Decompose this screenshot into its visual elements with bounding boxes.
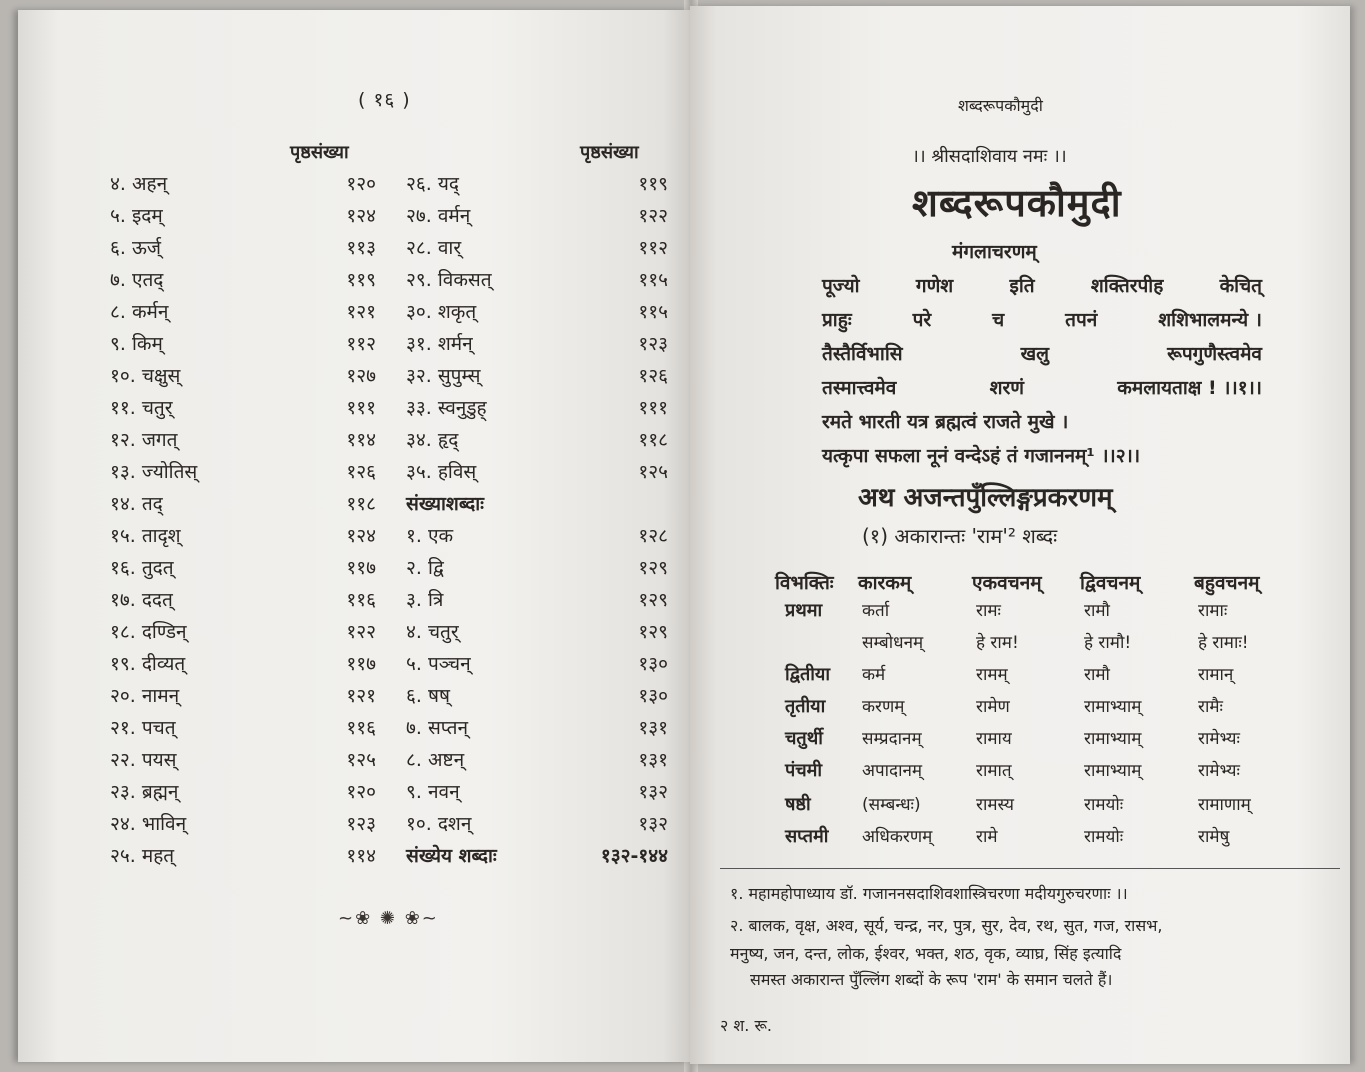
mangalacharanam-heading: मंगलाचरणम्: [952, 241, 1037, 263]
index-entry: [406, 746, 668, 776]
subsection-title: (१) अकारान्तः 'राम'² शब्दः: [862, 524, 1058, 548]
index-page-number: ११७: [346, 557, 376, 579]
verse-line: [822, 442, 1262, 468]
verse-word: तैस्तैर्विभासि: [822, 343, 903, 365]
index-page-number: ११२: [346, 333, 376, 355]
index-page-number: १२०: [346, 173, 376, 195]
index-page-number: १२६: [346, 461, 376, 483]
index-entry: [406, 330, 668, 360]
verse-word: शरणं: [989, 377, 1025, 399]
table-case-cell: षष्ठी: [785, 794, 811, 815]
index-word: ३०. शकृत्: [406, 301, 477, 323]
invocation: ।। श्रीसदाशिवाय नमः ।।: [912, 146, 1067, 167]
index-word: संख्येय शब्दाः: [406, 845, 497, 867]
index-entry: [110, 618, 376, 648]
table-case-cell: चतुर्थी: [785, 728, 823, 749]
index-entry: [406, 618, 668, 648]
table-cell: रामे: [976, 827, 998, 847]
table-case-cell: सप्तमी: [785, 826, 829, 847]
index-page-number: ११९: [638, 173, 668, 195]
index-word: ५. इदम्: [110, 205, 163, 227]
table-cell: रामौ: [1084, 601, 1110, 621]
index-entry: [110, 682, 376, 712]
index-word: ८. अष्टन्: [406, 749, 465, 771]
index-page-number: १२१: [346, 301, 376, 323]
index-word: ३२. सुपुम्स्: [406, 365, 481, 387]
index-entry: [406, 202, 668, 232]
index-word: ९. नवन्: [406, 781, 460, 803]
index-page-number: १३०: [638, 685, 668, 707]
footnote-1: १. महामहोपाध्याय डॉ. गजाननसदाशिवशास्त्रिचरणा मदीयगुरुचरणाः ।।: [730, 884, 1128, 903]
table-header-cell: विभक्तिः: [775, 572, 834, 594]
index-word: १४. तद्: [110, 493, 163, 515]
index-page-number: ११३: [346, 237, 376, 259]
table-cell: करणम्: [862, 697, 905, 717]
table-cell: अपादानम्: [862, 761, 923, 781]
index-page-number: १३०: [638, 653, 668, 675]
index-entry: [406, 810, 668, 840]
index-entry: [406, 298, 668, 328]
index-word: ३४. हृद्: [406, 429, 459, 451]
verse-word: इति: [1009, 275, 1035, 297]
column-heading-right: पृष्ठसंख्या: [580, 142, 639, 163]
index-page-number: १२५: [638, 461, 668, 483]
column-heading-left: पृष्ठसंख्या: [290, 142, 349, 163]
table-cell: (सम्बन्धः): [862, 795, 921, 815]
index-entry: [110, 778, 376, 808]
index-word: ७. एतद्: [110, 269, 164, 291]
index-word: ९. किम्: [110, 333, 163, 355]
index-word: ३३. स्वनुडुह्: [406, 397, 487, 419]
verse-word: केचित्: [1219, 275, 1262, 297]
index-entry: [406, 458, 668, 488]
index-page-number: १२८: [638, 525, 668, 547]
table-cell: रामेभ्यः: [1198, 761, 1240, 781]
index-entry: [110, 586, 376, 616]
page-number: ( १६ ): [358, 89, 411, 111]
table-cell: रामयोः: [1084, 795, 1124, 815]
index-word: ५. पञ्चन्: [406, 653, 471, 675]
verse-word: रूपगुणैस्त्वमेव: [1167, 343, 1262, 365]
footnote-2-line-1: २. बालक, वृक्ष, अश्व, सूर्य, चन्द्र, नर, पुत्र, सुर, देव, रथ, सुत, गज, रासभ,: [730, 916, 1163, 935]
index-entry: [406, 682, 668, 712]
index-word: ७. सप्तन्: [406, 717, 469, 739]
index-entry: [110, 746, 376, 776]
verse-word: यत्कृपा सफला नूनं वन्देऽहं तं गजाननम्¹ ।।२।।: [822, 445, 1141, 467]
index-entry: [110, 554, 376, 584]
verse-word: खलु: [1020, 343, 1050, 365]
index-page-number: १२५: [346, 749, 376, 771]
index-entry: [406, 714, 668, 744]
index-page-number: १२७: [346, 365, 376, 387]
index-word: १६. तुदत्: [110, 557, 174, 579]
index-page-number: १३१: [638, 717, 668, 739]
index-page-number: ११४: [346, 845, 376, 867]
verse-line: [822, 340, 1262, 366]
index-entry: [406, 266, 668, 296]
table-cell: रामाभ्याम्: [1084, 729, 1142, 749]
table-cell: सम्बोधनम्: [862, 633, 924, 653]
table-cell: कर्म: [862, 665, 886, 685]
table-cell: हे राम!: [976, 633, 1019, 653]
index-entry: [406, 778, 668, 808]
index-page-number: १२२: [346, 621, 376, 643]
table-cell: रामस्य: [976, 795, 1014, 815]
index-page-number: १२९: [638, 589, 668, 611]
table-cell: रामेण: [976, 697, 1010, 717]
index-page-number: १३२: [638, 813, 668, 835]
index-page-number: ११८: [346, 493, 376, 515]
index-word: २७. वर्मन्: [406, 205, 471, 227]
index-page-number: ११२: [638, 237, 668, 259]
index-entry: [110, 490, 376, 520]
table-cell: रामयोः: [1084, 827, 1124, 847]
index-entry: [406, 234, 668, 264]
index-page-number: १११: [346, 397, 376, 419]
verse-word: शशिभालमन्ये ।: [1158, 309, 1262, 331]
index-word: ३५. हविस्: [406, 461, 477, 483]
index-word: १०. दशन्: [406, 813, 472, 835]
table-case-cell: प्रथमा: [785, 600, 823, 621]
right-page: [690, 6, 1350, 1064]
table-cell: रामम्: [976, 665, 1008, 685]
index-entry: [110, 394, 376, 424]
index-page-number: १३१: [638, 749, 668, 771]
index-entry: [406, 394, 668, 424]
index-word: १७. ददत्: [110, 589, 173, 611]
table-case-cell: तृतीया: [785, 696, 826, 717]
index-entry: [110, 458, 376, 488]
index-entry: [110, 330, 376, 360]
index-entry: [406, 842, 668, 872]
index-word: २६. यद्: [406, 173, 459, 195]
left-page: [18, 10, 690, 1062]
index-word: १५. तादृश्: [110, 525, 181, 547]
table-case-cell: पंचमी: [785, 760, 823, 781]
index-entry: [406, 490, 668, 520]
index-word: १२. जगत्: [110, 429, 178, 451]
index-entry: [110, 202, 376, 232]
index-word: संख्याशब्दाः: [406, 493, 484, 515]
index-word: १०. चक्षुस्: [110, 365, 181, 387]
index-page-number: १२३: [346, 813, 376, 835]
index-entry: [110, 426, 376, 456]
index-page-number: १२६: [638, 365, 668, 387]
index-entry: [406, 170, 668, 200]
index-page-number: १२४: [346, 525, 376, 547]
index-page-number: १३२-१४४: [600, 845, 668, 867]
index-page-number: १११: [638, 397, 668, 419]
verse-word: प्राहुः: [822, 309, 852, 331]
index-page-number: ११४: [346, 429, 376, 451]
verse-word: पूज्यो: [822, 275, 860, 297]
index-word: २८. वार्: [406, 237, 462, 259]
table-cell: रामैः: [1198, 697, 1223, 717]
index-word: ११. चतुर्: [110, 397, 173, 419]
index-page-number: १३२: [638, 781, 668, 803]
index-entry: [110, 810, 376, 840]
index-page-number: १२९: [638, 621, 668, 643]
index-word: १८. दण्डिन्: [110, 621, 187, 643]
index-word: २५. महत्: [110, 845, 175, 867]
index-page-number: ११९: [346, 269, 376, 291]
index-page-number: ११५: [638, 301, 668, 323]
index-word: ६. ऊर्ज्: [110, 237, 161, 259]
table-cell: रामेषु: [1198, 827, 1230, 847]
table-cell: रामान्: [1198, 665, 1234, 685]
index-entry: [406, 650, 668, 680]
index-entry: [110, 362, 376, 392]
verse-word: च: [992, 309, 1005, 331]
index-word: ४. अहन्: [110, 173, 168, 195]
table-cell: रामौ: [1084, 665, 1110, 685]
index-word: १. एक: [406, 525, 454, 547]
index-entry: [110, 234, 376, 264]
index-entry: [406, 522, 668, 552]
table-cell: रामाः: [1198, 601, 1228, 621]
index-word: ६. षष्: [406, 685, 450, 707]
footnote-rule: [720, 868, 1340, 869]
index-entry: [406, 362, 668, 392]
index-word: २९. विकसत्: [406, 269, 492, 291]
index-entry: [406, 426, 668, 456]
index-entry: [110, 522, 376, 552]
index-page-number: ११६: [346, 717, 376, 739]
table-cell: रामाभ्याम्: [1084, 761, 1142, 781]
index-word: ४. चतुर्: [406, 621, 459, 643]
index-entry: [110, 714, 376, 744]
table-cell: अधिकरणम्: [862, 827, 933, 847]
index-page-number: १२०: [346, 781, 376, 803]
table-cell: हे रामाः!: [1198, 633, 1249, 653]
index-word: २१. पचत्: [110, 717, 176, 739]
verse-word: तपनं: [1065, 309, 1098, 331]
index-page-number: १२४: [346, 205, 376, 227]
running-header: शब्दरूपकौमुदी: [958, 96, 1043, 115]
index-entry: [406, 586, 668, 616]
index-word: २२. पयस्: [110, 749, 177, 771]
index-page-number: ११६: [346, 589, 376, 611]
table-cell: हे रामौ!: [1084, 633, 1132, 653]
index-entry: [110, 298, 376, 328]
signature-mark: २ श. रू.: [720, 1016, 772, 1035]
index-page-number: १२२: [638, 205, 668, 227]
index-page-number: ११८: [638, 429, 668, 451]
table-cell: रामः: [976, 601, 1001, 621]
index-entry: [110, 170, 376, 200]
index-word: २३. ब्रह्मन्: [110, 781, 179, 803]
index-word: ३१. शर्मन्: [406, 333, 473, 355]
table-cell: सम्प्रदानम्: [862, 729, 922, 749]
table-case-cell: द्वितीया: [785, 664, 831, 685]
table-cell: रामात्: [976, 761, 1012, 781]
table-header-cell: कारकम्: [858, 572, 912, 594]
index-page-number: १२१: [346, 685, 376, 707]
verse-line: [822, 272, 1262, 298]
verse-word: परे: [912, 309, 932, 331]
index-word: २०. नामन्: [110, 685, 180, 707]
verse-word: शक्तिरपीह: [1090, 275, 1164, 297]
ornament-divider: ~❀ ✺ ❀~: [338, 908, 439, 929]
index-word: ३. त्रि: [406, 589, 444, 611]
table-header-cell: द्विवचनम्: [1080, 572, 1141, 594]
index-page-number: ११५: [638, 269, 668, 291]
index-entry: [110, 650, 376, 680]
index-entry: [110, 266, 376, 296]
table-cell: रामेभ्यः: [1198, 729, 1240, 749]
index-word: १३. ज्योतिस्: [110, 461, 198, 483]
section-title: अथ अजन्तपुँल्लिङ्गप्रकरणम्: [858, 483, 1113, 513]
index-page-number: ११७: [346, 653, 376, 675]
verse-word: कमलायताक्ष ! ।।१।।: [1117, 377, 1262, 399]
index-word: ८. कर्मन्: [110, 301, 169, 323]
chapter-title: शब्दरूपकौमुदी: [912, 181, 1122, 225]
index-entry: [110, 842, 376, 872]
verse-word: रमते भारती यत्र ब्रह्मत्वं राजते मुखे ।: [822, 411, 1069, 433]
index-word: २४. भाविन्: [110, 813, 187, 835]
table-header-cell: एकवचनम्: [972, 572, 1042, 594]
verse-line: [822, 408, 1262, 434]
index-page-number: १२९: [638, 557, 668, 579]
verse-line: [822, 374, 1262, 400]
verse-line: [822, 306, 1262, 332]
index-entry: [406, 554, 668, 584]
index-word: २. द्वि: [406, 557, 444, 579]
verse-word: तस्मात्त्वमेव: [822, 377, 897, 399]
index-page-number: १२३: [638, 333, 668, 355]
table-cell: रामाणाम्: [1198, 795, 1251, 815]
table-header-cell: बहुवचनम्: [1194, 572, 1260, 594]
footnote-2-line-2: मनुष्य, जन, दन्त, लोक, ईश्वर, भक्त, शठ, वृक, व्याघ्र, सिंह इत्यादि: [730, 944, 1122, 963]
table-cell: रामाभ्याम्: [1084, 697, 1142, 717]
verse-word: गणेश: [915, 275, 954, 297]
table-cell: कर्ता: [862, 601, 890, 621]
index-word: १९. दीव्यत्: [110, 653, 186, 675]
table-cell: रामाय: [976, 729, 1012, 749]
footnote-2-line-3: समस्त अकारान्त पुँल्लिंग शब्दों के रूप 'राम' के समान चलते हैं।: [750, 970, 1113, 989]
